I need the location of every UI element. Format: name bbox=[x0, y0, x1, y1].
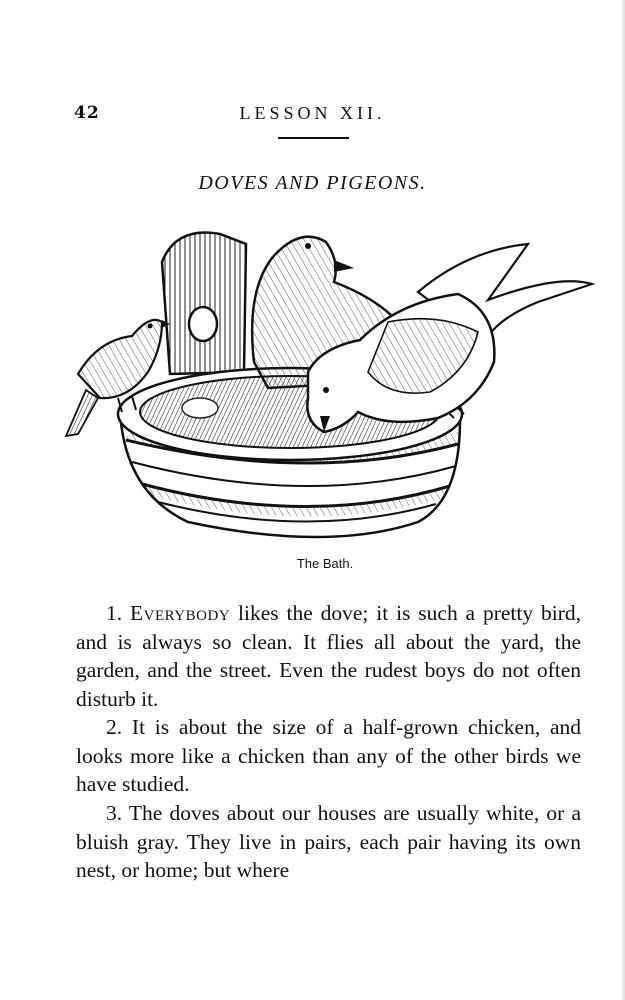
paragraph-1 bbox=[76, 599, 581, 713]
paragraph-number: 2. bbox=[106, 715, 123, 739]
heading-rule bbox=[278, 137, 349, 139]
paragraph-number: 3. bbox=[106, 801, 123, 825]
bath-illustration bbox=[58, 222, 598, 552]
paragraph-number: 1. bbox=[106, 601, 123, 625]
paragraph-text: The doves about our houses are usually white, or a bluish gray. They live in pairs, each pair having its own nest, or home; but where bbox=[76, 801, 581, 882]
page-edge bbox=[621, 0, 625, 1000]
paragraph-text: likes the dove; it is such a pretty bird, and is always so clean. It flies all about the yard, the garden, and the street. Even the rudest boys do not often disturb it. bbox=[76, 601, 581, 711]
page-number: 42 bbox=[74, 103, 100, 123]
lead-word: Everybody bbox=[130, 601, 231, 625]
tub-back-plank bbox=[162, 233, 246, 374]
paragraph-text: It is about the size of a half-grown chicken, and looks more like a chicken than any of the other birds we have studied. bbox=[76, 715, 581, 796]
lesson-heading: LESSON XII. bbox=[239, 103, 386, 123]
paragraph-3 bbox=[76, 799, 581, 885]
paragraph-2 bbox=[76, 713, 581, 799]
illustration-caption: The Bath. bbox=[296, 556, 354, 571]
lesson-title: DOVES AND PIGEONS. bbox=[198, 172, 427, 194]
